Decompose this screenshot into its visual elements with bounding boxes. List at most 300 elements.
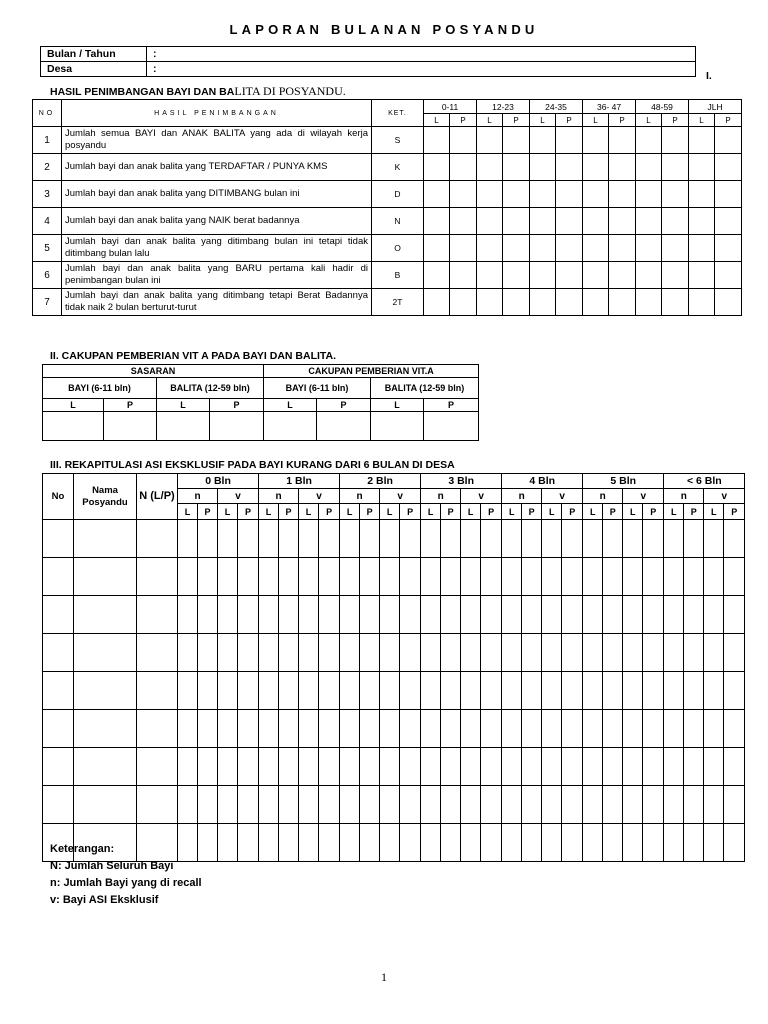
entry-cell[interactable] <box>502 520 522 558</box>
entry-cell[interactable] <box>178 634 198 672</box>
entry-cell[interactable] <box>74 748 137 786</box>
entry-cell[interactable] <box>137 558 178 596</box>
entry-cell[interactable] <box>684 824 704 862</box>
entry-cell[interactable] <box>74 672 137 710</box>
entry-cell[interactable] <box>43 634 74 672</box>
entry-cell[interactable] <box>530 289 556 316</box>
entry-cell[interactable] <box>623 672 643 710</box>
entry-cell[interactable] <box>299 786 319 824</box>
entry-cell[interactable] <box>689 181 715 208</box>
entry-cell[interactable] <box>704 558 724 596</box>
entry-cell[interactable] <box>360 672 380 710</box>
entry-cell[interactable] <box>461 824 481 862</box>
entry-cell[interactable] <box>704 786 724 824</box>
entry-cell[interactable] <box>340 558 360 596</box>
entry-cell[interactable] <box>279 596 299 634</box>
entry-cell[interactable] <box>636 235 662 262</box>
entry-cell[interactable] <box>299 634 319 672</box>
entry-cell[interactable] <box>689 208 715 235</box>
entry-cell[interactable] <box>724 824 745 862</box>
entry-cell[interactable] <box>360 558 380 596</box>
entry-cell[interactable] <box>198 558 218 596</box>
entry-cell[interactable] <box>218 672 238 710</box>
entry-cell[interactable] <box>664 748 684 786</box>
entry-cell[interactable] <box>137 786 178 824</box>
entry-cell[interactable] <box>542 710 562 748</box>
entry-cell[interactable] <box>503 235 530 262</box>
entry-cell[interactable] <box>238 786 259 824</box>
entry-cell[interactable] <box>299 710 319 748</box>
village-field[interactable]: : <box>147 62 696 77</box>
entry-cell[interactable] <box>340 596 360 634</box>
entry-cell[interactable] <box>178 596 198 634</box>
entry-cell[interactable] <box>178 558 198 596</box>
entry-cell[interactable] <box>360 710 380 748</box>
entry-cell[interactable] <box>603 710 623 748</box>
entry-cell[interactable] <box>238 710 259 748</box>
entry-cell[interactable] <box>360 634 380 672</box>
entry-cell[interactable] <box>218 710 238 748</box>
entry-cell[interactable] <box>340 710 360 748</box>
entry-cell[interactable] <box>340 824 360 862</box>
entry-cell[interactable] <box>636 289 662 316</box>
entry-cell[interactable] <box>74 596 137 634</box>
entry-cell[interactable] <box>421 748 441 786</box>
entry-cell[interactable] <box>704 596 724 634</box>
entry-cell[interactable] <box>609 181 636 208</box>
entry-cell[interactable] <box>503 127 530 154</box>
entry-cell[interactable] <box>441 710 461 748</box>
entry-cell[interactable] <box>319 672 340 710</box>
entry-cell[interactable] <box>684 710 704 748</box>
entry-cell[interactable] <box>689 235 715 262</box>
entry-cell[interactable] <box>218 824 238 862</box>
entry-cell[interactable] <box>360 786 380 824</box>
entry-cell[interactable] <box>609 235 636 262</box>
entry-cell[interactable] <box>421 558 441 596</box>
entry-cell[interactable] <box>400 520 421 558</box>
entry-cell[interactable] <box>609 289 636 316</box>
entry-cell[interactable] <box>421 634 441 672</box>
entry-cell[interactable] <box>542 520 562 558</box>
entry-cell[interactable] <box>259 558 279 596</box>
entry-cell[interactable] <box>502 710 522 748</box>
entry-cell[interactable] <box>441 520 461 558</box>
entry-cell[interactable] <box>380 596 400 634</box>
entry-cell[interactable] <box>715 154 742 181</box>
entry-cell[interactable] <box>319 558 340 596</box>
entry-cell[interactable] <box>198 520 218 558</box>
entry-cell[interactable] <box>715 127 742 154</box>
entry-cell[interactable] <box>502 596 522 634</box>
entry-cell[interactable] <box>530 235 556 262</box>
entry-cell[interactable] <box>238 748 259 786</box>
entry-cell[interactable] <box>198 634 218 672</box>
entry-cell[interactable] <box>542 748 562 786</box>
entry-cell[interactable] <box>74 634 137 672</box>
entry-cell[interactable] <box>43 710 74 748</box>
entry-cell[interactable] <box>340 520 360 558</box>
entry-cell[interactable] <box>481 520 502 558</box>
entry-cell[interactable] <box>450 235 477 262</box>
entry-cell[interactable] <box>421 824 441 862</box>
entry-cell[interactable] <box>562 824 583 862</box>
entry-cell[interactable] <box>689 154 715 181</box>
entry-cell[interactable] <box>157 412 210 441</box>
entry-cell[interactable] <box>643 748 664 786</box>
entry-cell[interactable] <box>400 558 421 596</box>
entry-cell[interactable] <box>259 672 279 710</box>
entry-cell[interactable] <box>556 289 583 316</box>
entry-cell[interactable] <box>583 786 603 824</box>
entry-cell[interactable] <box>340 672 360 710</box>
entry-cell[interactable] <box>259 520 279 558</box>
entry-cell[interactable] <box>724 748 745 786</box>
entry-cell[interactable] <box>662 262 689 289</box>
entry-cell[interactable] <box>664 520 684 558</box>
entry-cell[interactable] <box>198 596 218 634</box>
entry-cell[interactable] <box>556 181 583 208</box>
entry-cell[interactable] <box>424 289 450 316</box>
entry-cell[interactable] <box>299 824 319 862</box>
entry-cell[interactable] <box>279 710 299 748</box>
entry-cell[interactable] <box>461 520 481 558</box>
entry-cell[interactable] <box>421 672 441 710</box>
entry-cell[interactable] <box>424 235 450 262</box>
entry-cell[interactable] <box>664 558 684 596</box>
entry-cell[interactable] <box>643 520 664 558</box>
entry-cell[interactable] <box>556 208 583 235</box>
entry-cell[interactable] <box>238 824 259 862</box>
entry-cell[interactable] <box>461 786 481 824</box>
entry-cell[interactable] <box>715 262 742 289</box>
entry-cell[interactable] <box>609 127 636 154</box>
entry-cell[interactable] <box>636 208 662 235</box>
entry-cell[interactable] <box>360 596 380 634</box>
entry-cell[interactable] <box>583 262 609 289</box>
entry-cell[interactable] <box>137 710 178 748</box>
entry-cell[interactable] <box>424 262 450 289</box>
entry-cell[interactable] <box>400 710 421 748</box>
entry-cell[interactable] <box>450 127 477 154</box>
entry-cell[interactable] <box>279 672 299 710</box>
entry-cell[interactable] <box>279 634 299 672</box>
entry-cell[interactable] <box>623 786 643 824</box>
entry-cell[interactable] <box>704 824 724 862</box>
entry-cell[interactable] <box>662 208 689 235</box>
entry-cell[interactable] <box>689 289 715 316</box>
entry-cell[interactable] <box>530 262 556 289</box>
entry-cell[interactable] <box>340 786 360 824</box>
entry-cell[interactable] <box>623 520 643 558</box>
entry-cell[interactable] <box>662 289 689 316</box>
entry-cell[interactable] <box>360 824 380 862</box>
entry-cell[interactable] <box>299 748 319 786</box>
entry-cell[interactable] <box>218 786 238 824</box>
entry-cell[interactable] <box>522 634 542 672</box>
entry-cell[interactable] <box>556 127 583 154</box>
entry-cell[interactable] <box>380 520 400 558</box>
entry-cell[interactable] <box>530 154 556 181</box>
entry-cell[interactable] <box>684 520 704 558</box>
entry-cell[interactable] <box>137 748 178 786</box>
entry-cell[interactable] <box>299 596 319 634</box>
entry-cell[interactable] <box>704 634 724 672</box>
entry-cell[interactable] <box>319 748 340 786</box>
entry-cell[interactable] <box>662 127 689 154</box>
entry-cell[interactable] <box>715 208 742 235</box>
entry-cell[interactable] <box>609 154 636 181</box>
entry-cell[interactable] <box>43 558 74 596</box>
entry-cell[interactable] <box>530 127 556 154</box>
entry-cell[interactable] <box>636 181 662 208</box>
entry-cell[interactable] <box>689 127 715 154</box>
entry-cell[interactable] <box>43 520 74 558</box>
entry-cell[interactable] <box>684 672 704 710</box>
entry-cell[interactable] <box>477 208 503 235</box>
entry-cell[interactable] <box>43 596 74 634</box>
entry-cell[interactable] <box>715 235 742 262</box>
entry-cell[interactable] <box>724 596 745 634</box>
entry-cell[interactable] <box>477 289 503 316</box>
entry-cell[interactable] <box>380 672 400 710</box>
entry-cell[interactable] <box>664 824 684 862</box>
entry-cell[interactable] <box>664 786 684 824</box>
entry-cell[interactable] <box>319 520 340 558</box>
entry-cell[interactable] <box>704 710 724 748</box>
entry-cell[interactable] <box>481 558 502 596</box>
entry-cell[interactable] <box>583 558 603 596</box>
entry-cell[interactable] <box>400 748 421 786</box>
entry-cell[interactable] <box>583 672 603 710</box>
entry-cell[interactable] <box>218 748 238 786</box>
entry-cell[interactable] <box>238 558 259 596</box>
entry-cell[interactable] <box>502 558 522 596</box>
entry-cell[interactable] <box>623 824 643 862</box>
entry-cell[interactable] <box>542 672 562 710</box>
entry-cell[interactable] <box>380 824 400 862</box>
entry-cell[interactable] <box>477 181 503 208</box>
entry-cell[interactable] <box>623 596 643 634</box>
entry-cell[interactable] <box>218 634 238 672</box>
entry-cell[interactable] <box>522 786 542 824</box>
entry-cell[interactable] <box>74 520 137 558</box>
entry-cell[interactable] <box>137 596 178 634</box>
entry-cell[interactable] <box>603 672 623 710</box>
entry-cell[interactable] <box>481 596 502 634</box>
entry-cell[interactable] <box>299 672 319 710</box>
entry-cell[interactable] <box>562 558 583 596</box>
entry-cell[interactable] <box>583 520 603 558</box>
entry-cell[interactable] <box>340 634 360 672</box>
entry-cell[interactable] <box>704 748 724 786</box>
entry-cell[interactable] <box>137 634 178 672</box>
entry-cell[interactable] <box>583 127 609 154</box>
entry-cell[interactable] <box>178 748 198 786</box>
entry-cell[interactable] <box>562 634 583 672</box>
entry-cell[interactable] <box>477 262 503 289</box>
entry-cell[interactable] <box>643 558 664 596</box>
entry-cell[interactable] <box>264 412 317 441</box>
entry-cell[interactable] <box>450 262 477 289</box>
entry-cell[interactable] <box>461 634 481 672</box>
entry-cell[interactable] <box>380 558 400 596</box>
entry-cell[interactable] <box>704 520 724 558</box>
entry-cell[interactable] <box>441 558 461 596</box>
entry-cell[interactable] <box>562 520 583 558</box>
entry-cell[interactable] <box>583 181 609 208</box>
entry-cell[interactable] <box>481 748 502 786</box>
entry-cell[interactable] <box>502 786 522 824</box>
entry-cell[interactable] <box>502 748 522 786</box>
entry-cell[interactable] <box>317 412 371 441</box>
entry-cell[interactable] <box>603 596 623 634</box>
entry-cell[interactable] <box>664 710 684 748</box>
entry-cell[interactable] <box>643 824 664 862</box>
entry-cell[interactable] <box>715 181 742 208</box>
entry-cell[interactable] <box>562 748 583 786</box>
entry-cell[interactable] <box>664 634 684 672</box>
entry-cell[interactable] <box>724 634 745 672</box>
entry-cell[interactable] <box>522 558 542 596</box>
entry-cell[interactable] <box>424 154 450 181</box>
entry-cell[interactable] <box>210 412 264 441</box>
entry-cell[interactable] <box>380 786 400 824</box>
entry-cell[interactable] <box>461 748 481 786</box>
entry-cell[interactable] <box>178 786 198 824</box>
entry-cell[interactable] <box>502 672 522 710</box>
entry-cell[interactable] <box>218 596 238 634</box>
entry-cell[interactable] <box>461 710 481 748</box>
entry-cell[interactable] <box>461 558 481 596</box>
entry-cell[interactable] <box>583 208 609 235</box>
entry-cell[interactable] <box>724 520 745 558</box>
entry-cell[interactable] <box>724 672 745 710</box>
entry-cell[interactable] <box>481 672 502 710</box>
entry-cell[interactable] <box>664 596 684 634</box>
entry-cell[interactable] <box>43 748 74 786</box>
entry-cell[interactable] <box>43 412 104 441</box>
entry-cell[interactable] <box>380 634 400 672</box>
entry-cell[interactable] <box>441 748 461 786</box>
entry-cell[interactable] <box>684 596 704 634</box>
entry-cell[interactable] <box>684 558 704 596</box>
entry-cell[interactable] <box>623 558 643 596</box>
entry-cell[interactable] <box>74 786 137 824</box>
entry-cell[interactable] <box>218 558 238 596</box>
entry-cell[interactable] <box>583 596 603 634</box>
entry-cell[interactable] <box>380 710 400 748</box>
entry-cell[interactable] <box>371 412 424 441</box>
entry-cell[interactable] <box>481 634 502 672</box>
entry-cell[interactable] <box>562 710 583 748</box>
entry-cell[interactable] <box>279 786 299 824</box>
entry-cell[interactable] <box>503 262 530 289</box>
entry-cell[interactable] <box>603 558 623 596</box>
entry-cell[interactable] <box>583 634 603 672</box>
entry-cell[interactable] <box>583 154 609 181</box>
entry-cell[interactable] <box>623 710 643 748</box>
entry-cell[interactable] <box>603 634 623 672</box>
entry-cell[interactable] <box>623 748 643 786</box>
entry-cell[interactable] <box>400 634 421 672</box>
entry-cell[interactable] <box>684 748 704 786</box>
entry-cell[interactable] <box>450 181 477 208</box>
entry-cell[interactable] <box>198 786 218 824</box>
entry-cell[interactable] <box>319 786 340 824</box>
entry-cell[interactable] <box>503 154 530 181</box>
entry-cell[interactable] <box>360 520 380 558</box>
entry-cell[interactable] <box>441 634 461 672</box>
entry-cell[interactable] <box>299 520 319 558</box>
entry-cell[interactable] <box>603 520 623 558</box>
entry-cell[interactable] <box>643 710 664 748</box>
entry-cell[interactable] <box>137 672 178 710</box>
entry-cell[interactable] <box>421 596 441 634</box>
entry-cell[interactable] <box>319 634 340 672</box>
entry-cell[interactable] <box>542 824 562 862</box>
entry-cell[interactable] <box>218 520 238 558</box>
entry-cell[interactable] <box>636 262 662 289</box>
entry-cell[interactable] <box>299 558 319 596</box>
entry-cell[interactable] <box>424 127 450 154</box>
entry-cell[interactable] <box>198 748 218 786</box>
entry-cell[interactable] <box>542 634 562 672</box>
entry-cell[interactable] <box>259 634 279 672</box>
entry-cell[interactable] <box>279 824 299 862</box>
entry-cell[interactable] <box>319 596 340 634</box>
entry-cell[interactable] <box>477 235 503 262</box>
entry-cell[interactable] <box>477 154 503 181</box>
entry-cell[interactable] <box>279 520 299 558</box>
entry-cell[interactable] <box>503 181 530 208</box>
entry-cell[interactable] <box>400 672 421 710</box>
entry-cell[interactable] <box>259 786 279 824</box>
entry-cell[interactable] <box>542 596 562 634</box>
entry-cell[interactable] <box>238 520 259 558</box>
entry-cell[interactable] <box>636 127 662 154</box>
entry-cell[interactable] <box>238 596 259 634</box>
entry-cell[interactable] <box>522 520 542 558</box>
entry-cell[interactable] <box>178 672 198 710</box>
entry-cell[interactable] <box>450 208 477 235</box>
entry-cell[interactable] <box>421 786 441 824</box>
entry-cell[interactable] <box>279 748 299 786</box>
entry-cell[interactable] <box>198 672 218 710</box>
entry-cell[interactable] <box>542 786 562 824</box>
entry-cell[interactable] <box>137 520 178 558</box>
entry-cell[interactable] <box>481 786 502 824</box>
entry-cell[interactable] <box>259 748 279 786</box>
entry-cell[interactable] <box>441 596 461 634</box>
entry-cell[interactable] <box>104 412 157 441</box>
entry-cell[interactable] <box>400 786 421 824</box>
entry-cell[interactable] <box>198 710 218 748</box>
month-year-field[interactable]: : <box>147 47 696 62</box>
entry-cell[interactable] <box>583 710 603 748</box>
entry-cell[interactable] <box>603 824 623 862</box>
entry-cell[interactable] <box>424 208 450 235</box>
entry-cell[interactable] <box>421 710 441 748</box>
entry-cell[interactable] <box>522 672 542 710</box>
entry-cell[interactable] <box>724 710 745 748</box>
entry-cell[interactable] <box>522 824 542 862</box>
entry-cell[interactable] <box>319 710 340 748</box>
entry-cell[interactable] <box>259 824 279 862</box>
entry-cell[interactable] <box>477 127 503 154</box>
entry-cell[interactable] <box>556 262 583 289</box>
entry-cell[interactable] <box>380 748 400 786</box>
